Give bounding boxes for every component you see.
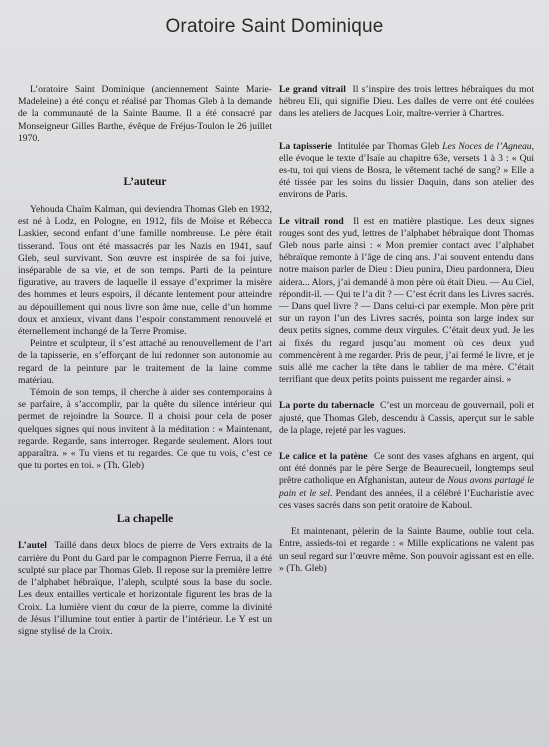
vitrail-text: Il s’inspire des trois lettres hébraïques du mot hébreu Eli, qui signifie Dieu. Les dalles de verre ont été coulées dans les ateliers de Jacques Loir, maître-verrier à Chartres. (279, 84, 534, 120)
vitrail-title: Le grand vitrail (279, 84, 346, 95)
calice-title: Le calice et la patène (279, 451, 368, 463)
tabernacle-text: C’est un morceau de gouvernail, poli et ajusté, que Thomas Gleb, descendu à Cassis, aperçut sur le sable de la plage, rejeté par les vagues. (279, 400, 534, 436)
right-column (279, 84, 534, 575)
tabernacle-title: La porte du tabernacle (279, 400, 375, 412)
intro-paragraph: L’oratoire Saint Dominique (anciennement Sainte Marie-Madeleine) a été conçu et réalisé par Thomas Gleb à la demande de la communauté de la Sainte Baume. Il a été consacré par Monseigneur Gilles Barthe, évêque de Fréjus-Toulon le 26 juillet 1970. (18, 84, 272, 144)
calice-paragraph (279, 451, 534, 512)
tapisserie-title: La tapisserie (279, 140, 332, 152)
altar-title: L’autel (18, 540, 47, 552)
author-paragraph-2: Peintre et sculpteur, il s’est attaché au renouvellement de l’art de la tapisserie, en s’efforçant de lui redonner son autonomie au regard de la peinture par le traitement de la laine comme matériau. (18, 338, 272, 386)
tapisserie-text-after: , elle évoque le texte d’Isaïe au chapitre 63e, versets 1 à 3 : « Qui es-tu, toi qui viens de Bosra, le vêtement taché de sang? » Elle a été tissée par les soins du lissier Daquin, dans son atelier des environs de Paris. (279, 140, 534, 201)
chapel-heading: La chapelle (116, 513, 174, 526)
vitrail-paragraph (279, 84, 534, 121)
calice-text-after: Pendant des années, il a célébré l’Eucharistie avec ces vases sacrés dans son petit oratoire de Kaboul. (279, 487, 534, 511)
tapisserie-work-title: Les Noces de l’Agneau (442, 140, 532, 152)
tabernacle-paragraph (279, 400, 534, 437)
tapisserie-paragraph (279, 141, 534, 202)
altar-text: Taillé dans deux blocs de pierre de Vers extraits de la carrière du Pont du Gard par le compagnon Pierre Ferrua, il a été sculpté sur place par Thomas Gleb. Il repose sur la première lettre de l’alphabet hébraïque, l’aleph, sculpté sous la base du socle. Les deux entailles verticale et horizontale figurent les bras de la Croix. La lumière vient du cœur de la pierre, comme la divinité de Jésus l’illumine tout entier à partir de l’intérieur. Le Y est un signe stylisé de la Croix. (18, 540, 272, 637)
closing-paragraph: Et maintenant, pèlerin de la Sainte Baume, oublie tout cela. Entre, assieds-toi et regarde : « Mille explications ne valent pas un seul regard sur l’œuvre même. Son pouvoir agissant est en elle. » (Th. Gleb) (279, 526, 534, 574)
author-heading: L’auteur (123, 176, 167, 189)
tapisserie-text-before: Intitulée par Thomas Gleb (337, 140, 443, 152)
vitrail-rond-text: Il est en matière plastique. Les deux signes rouges sont des yud, lettres de l’alphabet hébraïque dont Thomas Gleb nous parle ainsi : « Mon premier contact avec l’alphabet hébraïque remonte à l’âge de cinq ans. J’ai souvent entendu dans notre maison parler de Dieu : Dieu punira, Dieu pardonnera, Dieu aidera... Alors, j’ai demandé à mon père où était Dieu. — Au Ciel, répondit-il. — Qui te l’a dit ? — C’est écrit dans les Livres sacrés. — Dans quel livre ? — Dans celui-ci par exemple. Mon père prit sur un rayon l’un des Livres sacrés, pointa son large index sur deux petits signes, comme deux virgules. C’était deux yud. Je les ai fixés du regard jusqu’au moment où ces deux yud commencèrent à me regarder. Pris de peur, j’ai fermé le livre, et je suis allé me cacher la tête dans le tablier de ma mère. C’était terrifiant que deux petits points puissent me regarder ainsi. » (279, 215, 534, 386)
vitrail-rond-paragraph (279, 216, 534, 387)
page-title: Oratoire Saint Dominique (165, 16, 384, 37)
author-paragraph-3: Témoin de son temps, il cherche à aider ses contemporains à se parfaire, à s’accomplir, par la quête du silence intérieur qui permet de rejoindre la Source. Il a choisi pour cela de poser quelques signes qui nous invitent à la méditation : « Maintenant, regarde. Regarde, sans interroger. Regarde seulement. Alors tout apparaîtra. » « Tu viens et tu regardes. Ce que tu vois, c’est ce que tu portes en toi. » (Th. Gleb) (18, 387, 272, 472)
author-paragraph-1: Yehouda Chaïm Kalman, qui deviendra Thomas Gleb en 1932, est né à Lodz, en Pologne, en 1912, fils de Moïse et Rébecca Laskier, second enfant d’une famille nombreuse. Le père était tisserand. Tous ont été massacrés par les Nazis en 1941, sauf Gleb, seul survivant. Son œuvre est inspirée de sa foi juive, inséparable de sa vie, et de son temps. Parti de la peinture figurative, au travers de laquelle il essaye d’exprimer la misère des hommes et leurs espoirs, il décante lentement pour atteindre au dépouillement qui nous livre son âme nue, celle d’un homme doux et anxieux, vivant dans l’espoir constamment renouvelé et éternellement inchangé de la Terre Promise. (18, 204, 272, 338)
altar-paragraph (18, 540, 272, 638)
calice-text-before: Ce sont des vases afghans en argent, qui ont été donnés par le père Serge de Beaurecueil, longtemps seul prêtre catholique en Afghanistan, auteur de (279, 451, 535, 487)
calice-work-title: Nous avons partagé le pain et le sel. (279, 475, 534, 499)
left-column (18, 84, 272, 638)
vitrail-rond-title: Le vitrail rond (279, 215, 344, 227)
